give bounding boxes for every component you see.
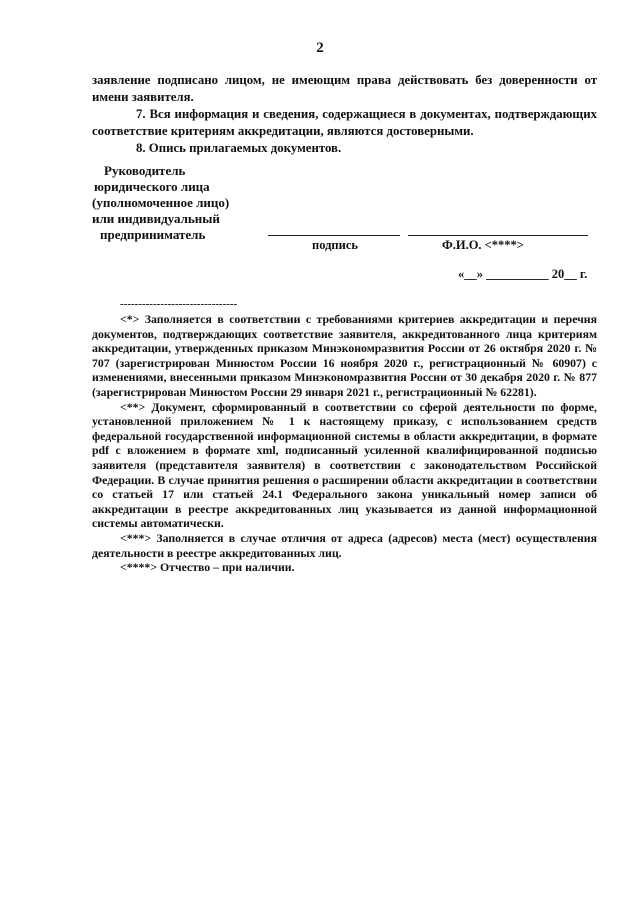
- footnote-4: <****> Отчество – при наличии.: [120, 560, 295, 575]
- paragraph-6-continuation: заявление подписано лицом, не имеющим права действовать без доверенности от имени заявителя.: [92, 73, 597, 104]
- signer-title: [92, 163, 229, 243]
- signer-line: предприниматель: [100, 227, 206, 242]
- page-number: 2: [316, 40, 324, 56]
- name-caption: Ф.И.О. <****>: [442, 238, 524, 252]
- paragraph-8: 8. Опись прилагаемых документов.: [136, 141, 342, 155]
- signature-line: [268, 235, 400, 236]
- footnotes: [92, 312, 597, 575]
- footnote-1: <*> Заполняется в соответствии с требованиями критериев аккредитации и перечня документов, подтверждающих соответствие заявителя, аккредитованного лица критериям аккредитации, утвержденных приказом Минэкономразвития России от 26 октября 2020 г. № 707 (зарегистрирован Минюстом России 16 ноября 2020 г., регистрационный № 60907) с изменениями, внесенными приказом Минэкономразвития России от 30 декабря 2020 г. № 877 (зарегистрирован Минюстом России 29 января 2021 г., регистрационный № 62281).: [92, 312, 597, 399]
- date-line: «__» __________ 20__ г.: [458, 267, 588, 281]
- paragraph-7: 7. Вся информация и сведения, содержащиеся в документах, подтверждающих соответствие критериям аккредитации, являются достоверными.: [92, 107, 597, 138]
- signer-line: (уполномоченное лицо): [92, 195, 230, 210]
- signature-caption: подпись: [312, 238, 358, 252]
- footnote-separator: --------------------------------: [120, 298, 238, 310]
- name-line: [408, 235, 588, 236]
- signer-line: или индивидуальный: [92, 211, 220, 226]
- body-text: [92, 72, 597, 157]
- footnote-3: <***> Заполняется в случае отличия от адреса (адресов) места (мест) осуществления деятельности в реестре аккредитованных лиц.: [92, 530, 597, 560]
- signer-line: юридического лица: [94, 179, 210, 194]
- signer-line: Руководитель: [104, 163, 186, 178]
- footnote-2: <**> Документ, сформированный в соответствии со сферой деятельности по форме, установленной приложением № 1 к настоящему приказу, с использованием средств федеральной государственной информационной системы в области аккредитации, в формате pdf с вложением в формате xml, подписанный усиленной квалифицированной подписью заявителя (представителя заявителя) в соответствии с законодательством Российской Федерации. В случае принятия решения о расширении области аккредитации в соответствии со статьей 17 или статьей 24.1 Федерального закона уникальный номер записи об аккредитации в реестре аккредитованных лиц указывается из данной информационной системы автоматически.: [92, 399, 598, 531]
